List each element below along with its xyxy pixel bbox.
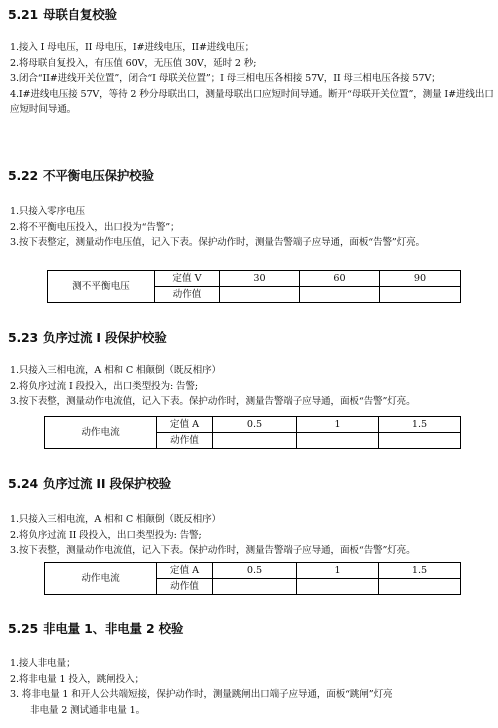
table-action-label: 动作值: [155, 287, 220, 303]
table-cell: [220, 287, 300, 303]
table-cell: 1: [297, 563, 379, 579]
section-body-5-23: [10, 363, 495, 410]
section-body-5-21: [10, 40, 495, 118]
unbalanced-voltage-table: [47, 270, 461, 303]
paragraph-line: 2.将母联自复投入，有压值 60V，无压值 30V，延时 2 秒;: [10, 57, 257, 69]
section-heading-5-21: 5.21 母联自复校验: [8, 7, 117, 22]
paragraph-line: 2.将负序过流 II 段投入，出口类型投为: 告警;: [10, 529, 202, 541]
table-cell: [300, 287, 380, 303]
table-cell: 30: [220, 271, 300, 287]
paragraph-line: 4.I#进线电压接 57V，等待 2 秒分母联出口，测量母联出口应短时间导通。断开“母联开关位置”，测量 I#进线出口应短时间导通。: [10, 88, 494, 115]
table-cell: [297, 433, 379, 449]
table-setting-label: 定值 A: [157, 563, 213, 579]
paragraph-line: 1.接入 I 母电压，II 母电压，I#进线电压，II#进线电压；: [10, 42, 255, 53]
paragraph-line: 2.将负序过流 I 段投入，出口类型投为: 告警;: [10, 380, 198, 392]
table-cell: [380, 287, 461, 303]
table-cell: 90: [380, 271, 461, 287]
table-setting-label: 定值 V: [155, 271, 220, 287]
table-row: [45, 417, 461, 433]
table-cell: 1.5: [379, 417, 461, 433]
table-row: [48, 271, 461, 287]
table-cell: [297, 579, 379, 595]
table-setting-label: 定值 A: [157, 417, 213, 433]
table-cell: [213, 579, 297, 595]
section-body-5-22: [10, 204, 495, 251]
table-cell: 1: [297, 417, 379, 433]
table-action-label: 动作值: [157, 433, 213, 449]
table-row-label: 动作电流: [45, 563, 157, 595]
paragraph-line: 3.闭合“II#进线开关位置”，闭合“I 母联关位置”；I 母三相电压各相接 57V，II 母三相电压各接 57V；: [10, 73, 441, 84]
paragraph-line: 非电量 2 测试通非电量 1。: [30, 704, 146, 716]
paragraph-line: 1.只接入三相电流，A 相和 C 相颠倒（既反相序）: [10, 365, 221, 376]
section-heading-5-23: 5.23 负序过流 I 段保护校验: [8, 330, 167, 345]
paragraph-line: 2.将不平衡电压投入，出口投为“告警”；: [10, 221, 180, 233]
section-heading-5-24: 5.24 负序过流 II 段保护校验: [8, 476, 171, 491]
paragraph-line: 3.按下表整，测量动作电流值，记入下表。保护动作时，测量告警端子应导通，面板“告警”灯亮。: [10, 545, 416, 556]
negative-sequence-i-table: [44, 416, 461, 449]
section-body-5-24: [10, 512, 495, 559]
paragraph-line: 1.只接入三相电流，A 相和 C 相颠倒（既反相序）: [10, 514, 221, 525]
section-body-5-25: [10, 656, 495, 718]
table-cell: [379, 579, 461, 595]
section-heading-5-22: 5.22 不平衡电压保护校验: [8, 168, 154, 183]
table-cell: 60: [300, 271, 380, 287]
table-cell: 0.5: [213, 417, 297, 433]
table-row: [45, 563, 461, 579]
paragraph-line: 3.按下表整，测量动作电流值，记入下表。保护动作时，测量告警端子应导通，面板“告警”灯亮。: [10, 396, 416, 407]
negative-sequence-ii-table: [44, 562, 461, 595]
paragraph-line: 1.只接入零序电压: [10, 206, 85, 217]
table-cell: [379, 433, 461, 449]
paragraph-line: 1.接人非电量；: [10, 658, 76, 669]
table-cell: 1.5: [379, 563, 461, 579]
paragraph-line: 3.按下表整定，测量动作电压值，记入下表。保护动作时，测量告警端子应导通，面板“告警”灯亮。: [10, 237, 425, 248]
section-heading-5-25: 5.25 非电量 1、非电量 2 校验: [8, 621, 184, 636]
table-cell: 0.5: [213, 563, 297, 579]
table-row-label: 测不平衡电压: [48, 271, 155, 303]
table-cell: [213, 433, 297, 449]
paragraph-line: 3. 将非电量 1 和开人公共端短接，保护动作时，测量跳闸出口端子应导通，面板“跳闸”灯亮: [10, 689, 393, 700]
table-action-label: 动作值: [157, 579, 213, 595]
paragraph-line: 2.将非电量 1 投入，跳闸投入；: [10, 673, 144, 685]
table-row-label: 动作电流: [45, 417, 157, 449]
